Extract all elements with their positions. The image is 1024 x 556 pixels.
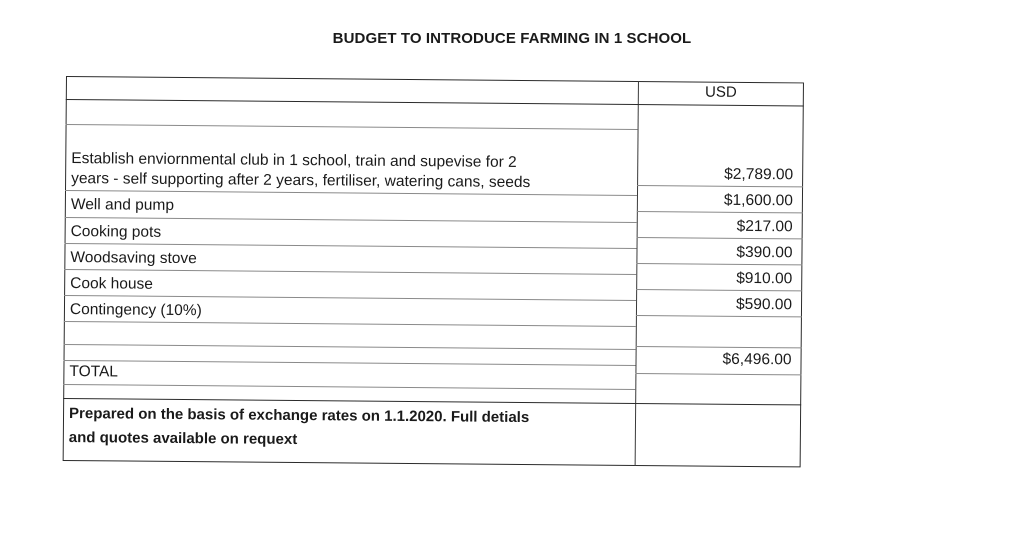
row-amount: $217.00 (736, 217, 793, 236)
total-amount: $6,496.00 (722, 350, 792, 369)
document-title: BUDGET TO INTRODUCE FARMING IN 1 SCHOOL (332, 30, 692, 47)
row-description: years - self supporting after 2 years, fertiliser, watering cans, seeds (71, 170, 531, 192)
row-description: Well and pump (70, 196, 175, 214)
row-amount: $2,789.00 (724, 165, 794, 184)
row-amount: $910.00 (736, 269, 793, 288)
total-label: TOTAL (69, 363, 119, 381)
row-description: Cook house (70, 275, 153, 293)
row-description: Woodsaving stove (70, 249, 197, 268)
row-description: Cooking pots (70, 223, 162, 241)
row-amount: $1,600.00 (723, 191, 794, 210)
preparation-note (69, 402, 530, 454)
row-amount: $590.00 (735, 295, 793, 314)
note-line: and quotes available on requext (68, 429, 298, 449)
row-description: Establish enviornmental club in 1 school, train and supevise for 2 (71, 150, 517, 171)
usd-column-header: USD (704, 83, 737, 101)
row-description: Contingency (10%) (69, 301, 202, 320)
row-amount: $390.00 (736, 243, 793, 262)
note-line: Prepared on the basis of exchange rates on 1.1.2020. Full detials (68, 405, 530, 427)
budget-table (63, 76, 804, 467)
